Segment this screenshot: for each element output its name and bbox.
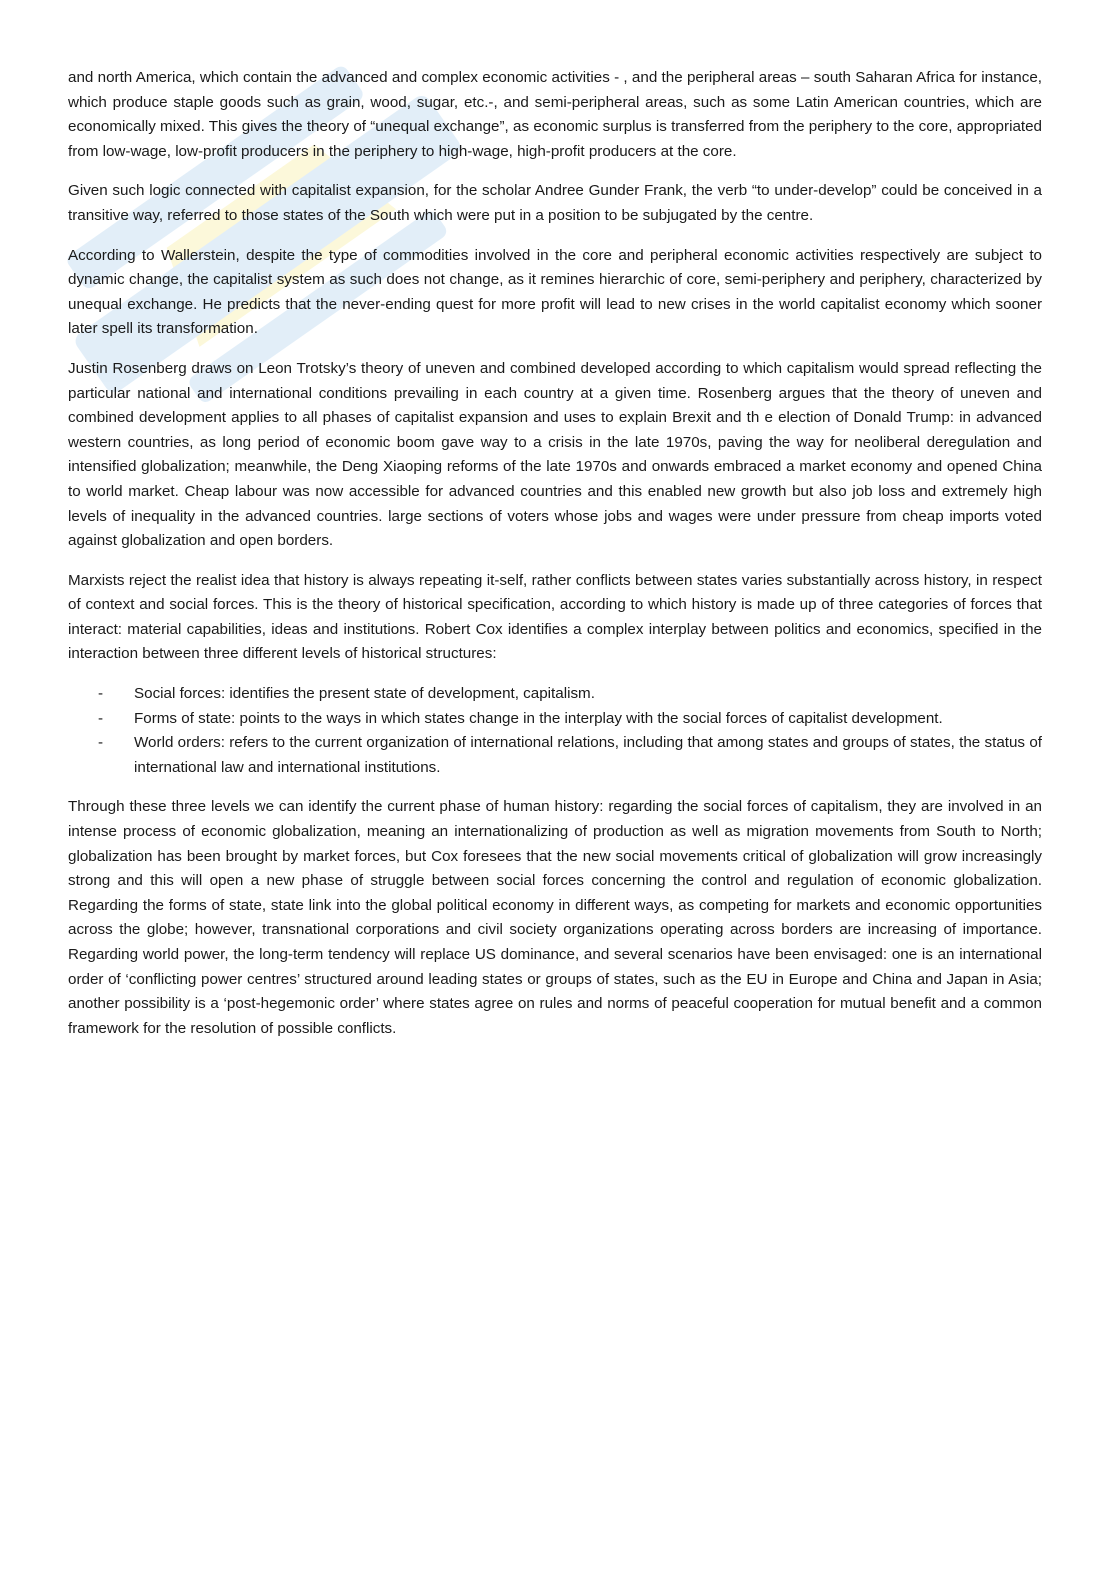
bullet-list <box>68 682 1042 780</box>
list-item-text: World orders: refers to the current organization of international relations, including that among states and groups of states, the status of international law and international institutions. <box>134 734 1042 776</box>
list-item <box>68 707 1042 732</box>
bullet-marker: - <box>98 734 104 752</box>
paragraph: and north America, which contain the advanced and complex economic activities - , and the peripheral areas – south Saharan Africa for instance, which produce staple goods such as grain, wood, sugar, etc.-, and semi-peripheral areas, such as some Latin American countries, which are economically mixed. This gives the theory of “unequal exchange”, as economic surplus is transferred from the periphery to the core, appropriated from low-wage, low-profit producers in the periphery to high-wage, high-profit producers at the core. <box>68 69 1042 160</box>
paragraph: Given such logic connected with capitalist expansion, for the scholar Andree Gunder Frank, the verb “to under-develop” could be conceived in a transitive way, referred to those states of the South which were put in a position to be subjugated by the centre. <box>68 182 1042 224</box>
list-item <box>68 682 1042 707</box>
paragraph: According to Wallerstein, despite the type of commodities involved in the core and peripheral economic activities respectively are subject to dynamic change, the capitalist system as such does not change, as it remines hierarchic of core, semi-periphery and periphery, characterized by unequal exchange. He predicts that the never-ending quest for more profit will lead to new crises in the world capitalist economy which sooner later spell its transformation. <box>68 246 1042 338</box>
bullet-marker: - <box>98 685 104 703</box>
document-body <box>68 66 1042 1056</box>
paragraph: Marxists reject the realist idea that history is always repeating it-self, rather conflicts between states varies substantially across history, in respect of context and social forces. This is the theory of historical specification, according to which history is made up of three categories of forces that interact: material capabilities, ideas and institutions. Robert Cox identifies a complex interplay between politics and economics, specified in the interaction between three different levels of historical structures: <box>68 571 1042 663</box>
list-item-text: Social forces: identifies the present state of development, capitalism. <box>134 685 595 703</box>
list-item-text: Forms of state: points to the ways in which states change in the interplay with the social forces of capitalist development. <box>134 709 943 727</box>
list-item <box>68 731 1042 780</box>
paragraph: Justin Rosenberg draws on Leon Trotsky’s theory of uneven and combined developed according to which capitalism would spread reflecting the particular national and international conditions prevailing in each country at a given time. Rosenberg argues that the theory of uneven and combined development applies to all phases of capitalist expansion and uses to explain Brexit and th e election of Donald Trump: in advanced western countries, as long period of economic boom gave way to a crisis in the late 1970s, paving the way for neoliberal deregulation and intensified globalization; meanwhile, the Deng Xiaoping reforms of the late 1970s and onwards embraced a market economy and opened China to world market. Cheap labour was now accessible for advanced countries and this enabled new growth but also job loss and extremely high levels of inequality in the advanced countries. large sections of voters whose jobs and wages were under pressure from cheap imports voted against globalization and open borders. <box>68 359 1042 550</box>
paragraph: Through these three levels we can identify the current phase of human history: regarding the social forces of capitalism, they are involved in an intense process of economic globalization, meaning an internationalizing of production as well as migration movements from South to North; globalization has been brought by market forces, but Cox foresees that the new social movements critical of globalization will grow increasingly strong and this will open a new phase of struggle between social forces concerning the control and regulation of economic globalization. Regarding the forms of state, state link into the global political economy in different ways, as competing for markets and economic opportunities across the globe; however, transnational corporations and civil society organizations operating across borders are increasing of importance. Regarding world power, the long-term tendency will replace US dominance, and several scenarios have been envisaged: one is an international order of ‘conflicting power centres’ structured around leading states or groups of states, such as the EU in Europe and China and Japan in Asia; another possibility is a ‘post-hegemonic order’ where states agree on rules and norms of peaceful cooperation for mutual benefit and a common framework for the resolution of possible conflicts. <box>68 798 1042 1037</box>
bullet-marker: - <box>98 709 104 727</box>
